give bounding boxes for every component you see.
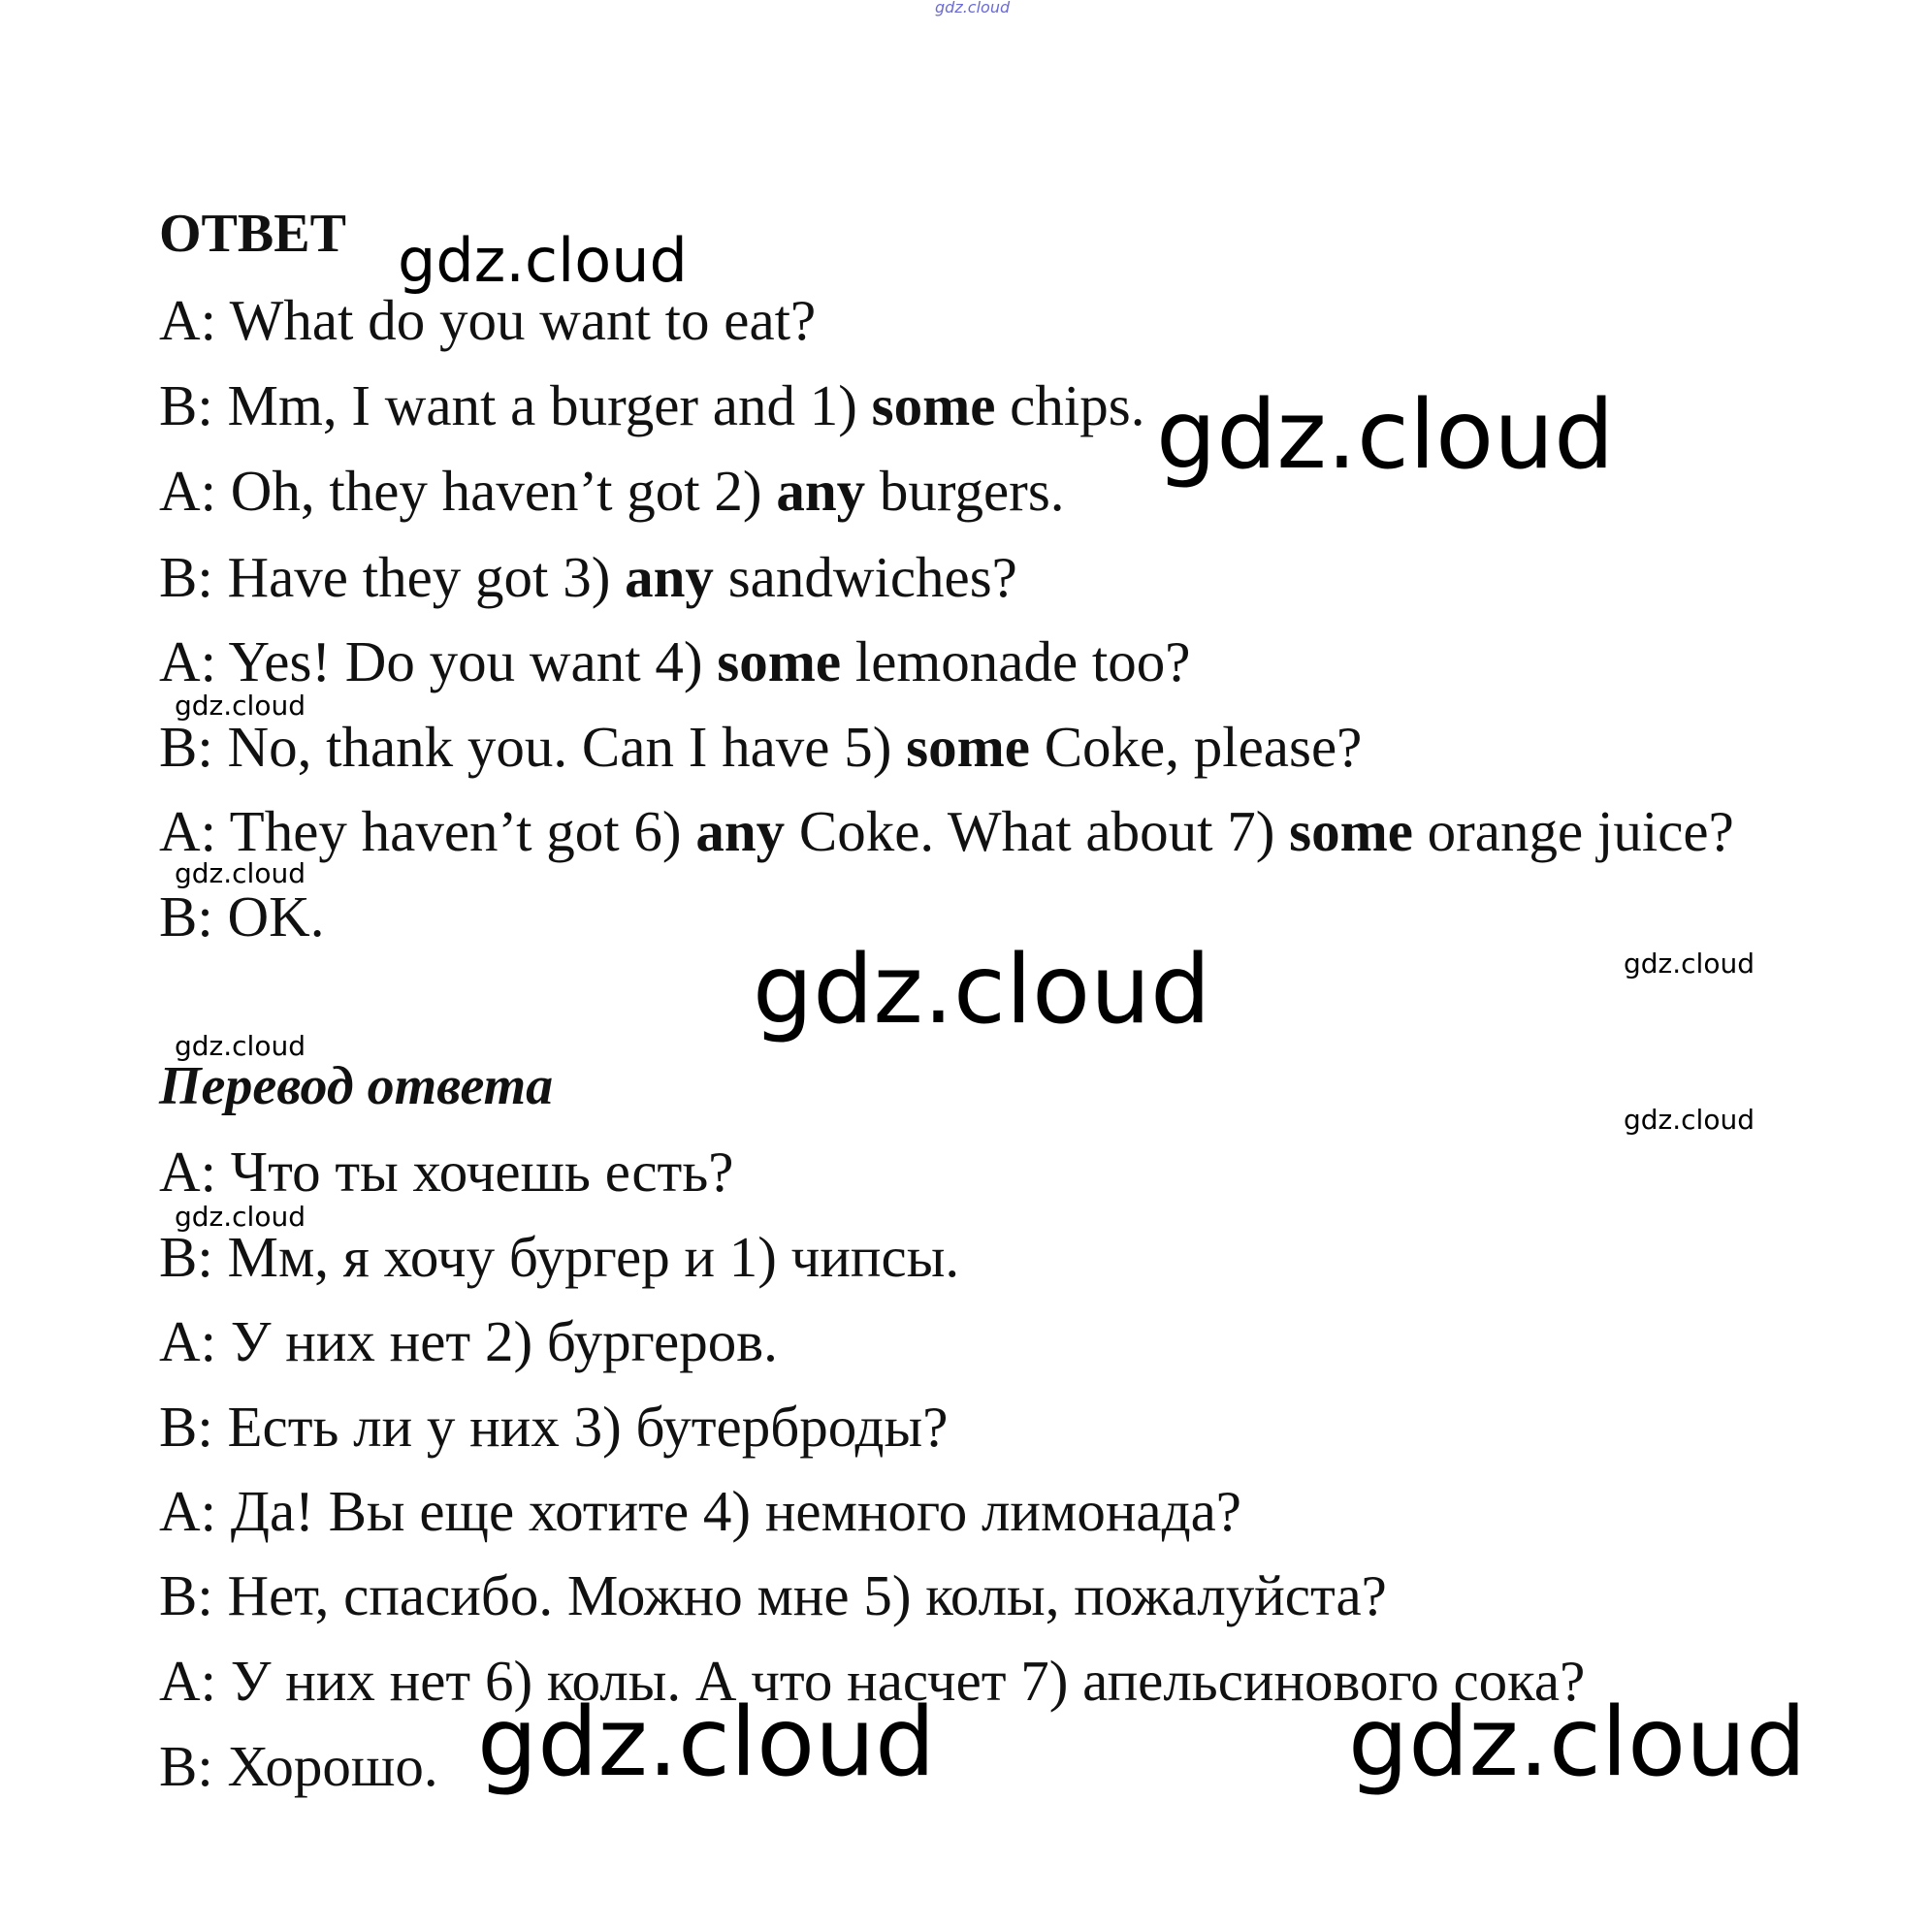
- text: B: Have they got 3): [159, 545, 626, 609]
- translation-heading: Перевод ответа: [159, 1056, 554, 1116]
- text: Coke. What about 7): [785, 799, 1290, 863]
- watermark: gdz.cloud: [175, 857, 306, 889]
- watermark: gdz.cloud: [935, 0, 1011, 16]
- answer-word: any: [695, 799, 786, 863]
- watermark: gdz.cloud: [753, 935, 1211, 1045]
- dialogue-line: [159, 545, 1017, 609]
- text: A: Yes! Do you want 4): [159, 629, 718, 693]
- watermark: gdz.cloud: [1348, 1688, 1807, 1798]
- text: Coke, please?: [1029, 715, 1363, 779]
- text: B: No, thank you. Can I have 5): [159, 715, 907, 779]
- text: A: Oh, they haven’t got 2): [159, 459, 777, 523]
- answer-heading: ОТВЕТ: [159, 204, 346, 264]
- text: chips.: [995, 373, 1145, 437]
- watermark: gdz.cloud: [1156, 380, 1615, 491]
- text: sandwiches?: [713, 545, 1017, 609]
- text: B: OK.: [159, 884, 325, 948]
- translation-line: B: Хорошо.: [159, 1734, 438, 1798]
- translation-line: A: У них нет 2) бургеров.: [159, 1309, 778, 1373]
- watermark: gdz.cloud: [175, 690, 306, 722]
- answer-word: some: [906, 715, 1030, 779]
- translation-line: A: У них нет 6) колы. А что насчет 7) апельсинового сока?: [159, 1649, 1586, 1713]
- dialogue-line: [159, 799, 1734, 863]
- text: A: What do you want to eat?: [159, 288, 817, 352]
- translation-line: B: Мм, я хочу бургер и 1) чипсы.: [159, 1225, 960, 1289]
- text: burgers.: [865, 459, 1065, 523]
- text: A: They haven’t got 6): [159, 799, 696, 863]
- dialogue-line: [159, 884, 325, 948]
- translation-line: A: Что ты хочешь есть?: [159, 1140, 734, 1204]
- dialogue-line: [159, 288, 817, 352]
- watermark: gdz.cloud: [175, 1030, 306, 1062]
- answer-word: some: [1289, 799, 1413, 863]
- watermark: gdz.cloud: [1624, 948, 1755, 980]
- dialogue-line: [159, 373, 1145, 437]
- translation-line: B: Нет, спасибо. Можно мне 5) колы, пожалуйста?: [159, 1563, 1387, 1627]
- translation-line: A: Да! Вы еще хотите 4) немного лимонада?: [159, 1479, 1241, 1543]
- answer-word: some: [871, 373, 996, 437]
- watermark: gdz.cloud: [477, 1688, 936, 1798]
- dialogue-line: [159, 459, 1065, 523]
- answer-word: any: [625, 545, 714, 609]
- translation-line: B: Есть ли у них 3) бутерброды?: [159, 1395, 949, 1459]
- answer-word: any: [776, 459, 866, 523]
- text: B: Mm, I want a burger and 1): [159, 373, 872, 437]
- watermark: gdz.cloud: [398, 225, 688, 296]
- text: lemonade too?: [841, 629, 1191, 693]
- answer-word: some: [717, 629, 842, 693]
- watermark: gdz.cloud: [175, 1201, 306, 1233]
- watermark: gdz.cloud: [1624, 1104, 1755, 1136]
- dialogue-line: [159, 629, 1191, 693]
- dialogue-line: [159, 715, 1363, 779]
- text: orange juice?: [1412, 799, 1734, 863]
